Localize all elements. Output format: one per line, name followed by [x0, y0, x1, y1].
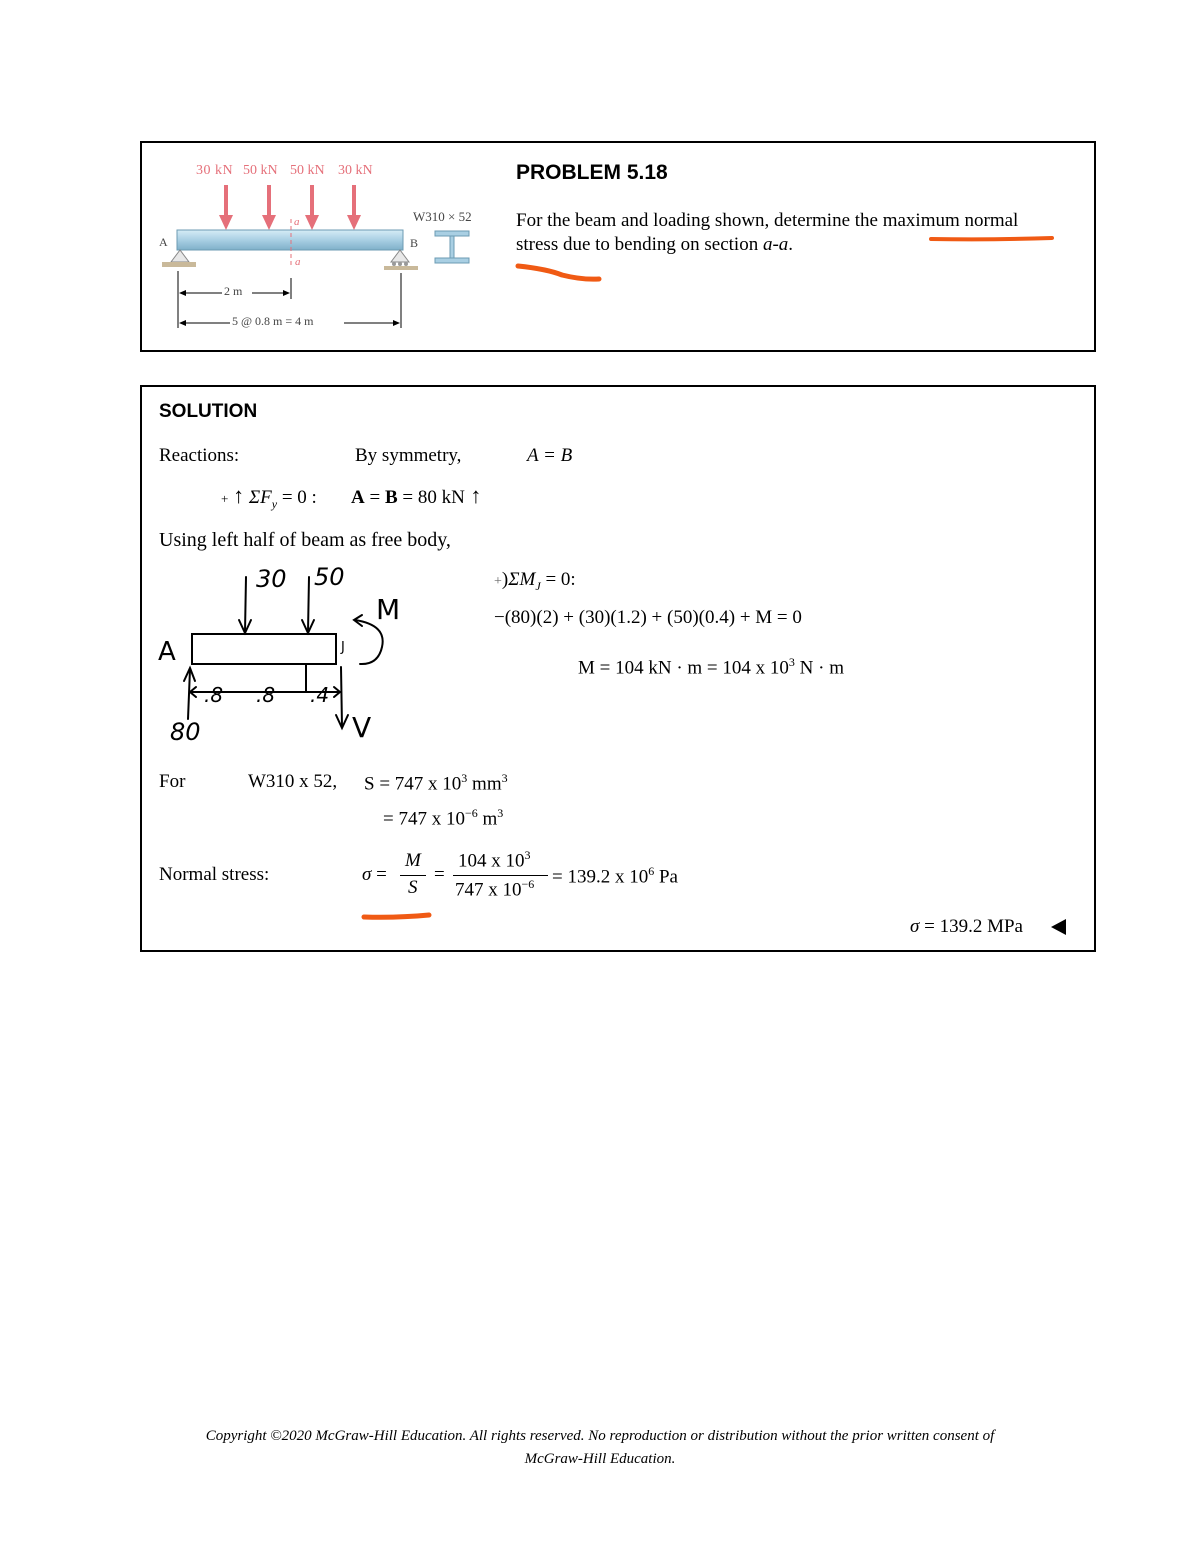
- section-modulus-m: = 747 x $10^{-6}$ $m^3$: [383, 806, 504, 830]
- fbd-moment-m: M: [376, 593, 401, 626]
- fraction2-denominator: 747 x $10^{-6}$: [455, 877, 535, 901]
- solution-heading: SOLUTION: [159, 401, 258, 422]
- sigma-symbol: σ =: [362, 864, 387, 885]
- moment-expression: −(80)(2) + (30)(1.2) + (50)(0.4) + M = 0: [494, 607, 802, 628]
- reactions-label: Reactions:: [159, 445, 240, 466]
- highlight-underline-1: [142, 143, 1102, 353]
- fbd-reaction-80: 80: [170, 718, 201, 746]
- dimension-2m: 2 m: [224, 284, 243, 298]
- fbd-point-j: J: [341, 640, 345, 655]
- fbd-dim-1: .8: [204, 683, 224, 707]
- section-label-bottom: a: [295, 256, 301, 268]
- section-label-top: a: [294, 216, 300, 228]
- fraction1-denominator: S: [408, 877, 418, 898]
- support-label-b: B: [410, 236, 419, 250]
- problem-box: [140, 141, 1096, 352]
- equals-sign: =: [434, 864, 445, 885]
- moment-result: M = 104 kN · m = 104 x $10^3$ N · m: [578, 655, 844, 679]
- fraction2-bar: [453, 875, 548, 876]
- fbd-point-a: A: [158, 637, 176, 667]
- fbd-dim-2: .8: [256, 683, 276, 707]
- dimension-4m: 5 @ 0.8 m = 4 m: [232, 314, 314, 328]
- stress-value: = 139.2 x $10^6$ Pa: [552, 864, 678, 888]
- fbd-load-50: 50: [314, 563, 345, 591]
- highlight-underline-sigma: [352, 907, 472, 927]
- problem-statement-line2: stress due to bending on section a-a.: [516, 234, 794, 255]
- load-label-2: 50 kN: [243, 163, 278, 178]
- moment-sum-equation: $+)\Sigma M_J = 0$:: [494, 569, 576, 593]
- problem-statement-line1: For the beam and loading shown, determine the maximum normal: [516, 210, 1019, 231]
- for-label: For: [159, 771, 186, 792]
- solution-box: [140, 385, 1096, 952]
- fbd-dim-3: .4: [310, 683, 330, 707]
- load-label-3: 50 kN: [290, 163, 325, 178]
- sum-fy-equation: + ↑ $\Sigma F_y = 0$ :: [221, 483, 317, 511]
- reaction-result: A = B = 80 kN ↑: [351, 483, 482, 508]
- problem-title: PROBLEM 5.18: [516, 161, 668, 184]
- fbd-shear-v: V: [352, 711, 372, 744]
- final-answer: σ = 139.2 MPa: [910, 916, 1023, 937]
- fraction1-numerator: M: [405, 850, 421, 871]
- fbd-load-30: 30: [256, 565, 287, 593]
- free-body-diagram: [142, 547, 442, 747]
- fraction1-bar: [400, 875, 426, 876]
- load-label-4: 30 kN: [338, 163, 373, 178]
- by-symmetry-text: By symmetry,: [355, 445, 462, 466]
- answer-marker-icon: [1049, 917, 1069, 937]
- copyright-line1: Copyright ©2020 McGraw-Hill Education. All rights reserved. No reproduction or distribution without the prior written consent of: [205, 1428, 995, 1444]
- section-designation: W310 × 52: [413, 209, 472, 224]
- section-designation-text: W310 x 52,: [248, 771, 338, 792]
- a-equals-b: A = B: [527, 445, 573, 466]
- support-label-a: A: [159, 235, 168, 249]
- copyright-line2: McGraw-Hill Education.: [524, 1451, 676, 1467]
- section-modulus-mm: S = 747 x $10^3$ $mm^3$: [364, 771, 508, 795]
- free-body-text: Using left half of beam as free body,: [159, 529, 451, 551]
- normal-stress-label: Normal stress:: [159, 864, 270, 885]
- load-label-1: 30 kN: [196, 163, 234, 178]
- fraction2-numerator: 104 x $10^3$: [458, 848, 531, 872]
